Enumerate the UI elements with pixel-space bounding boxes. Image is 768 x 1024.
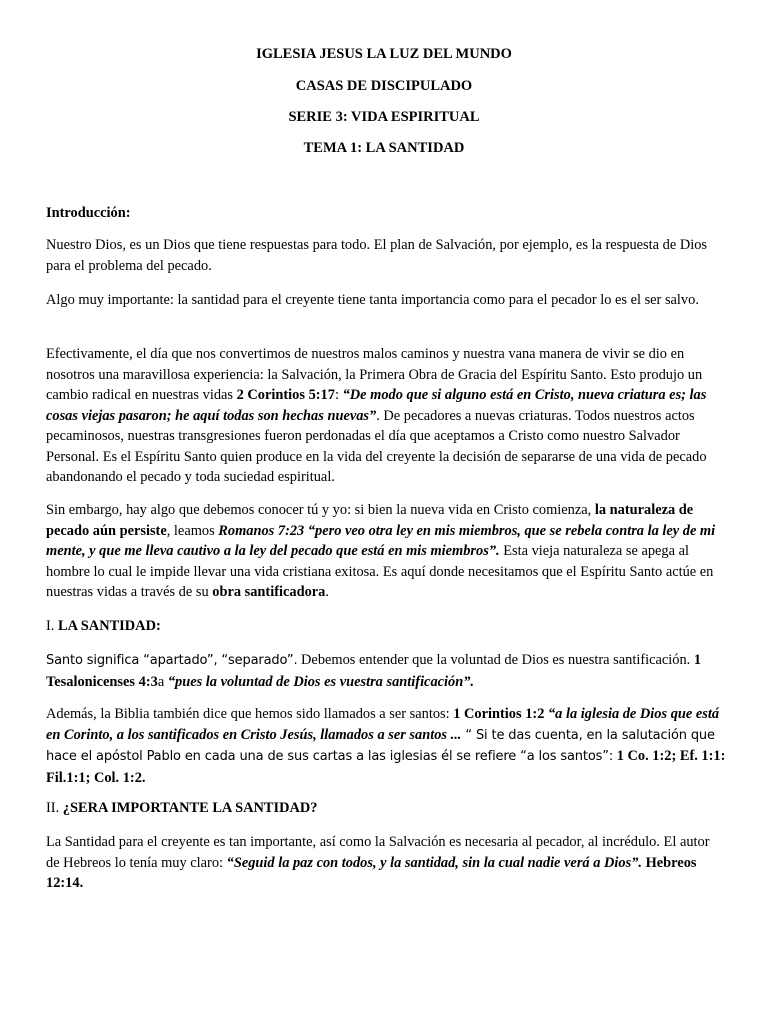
header-church: IGLESIA JESUS LA LUZ DEL MUNDO [256, 46, 512, 62]
header-series-title: CASAS DE DISCIPULADO [295, 78, 473, 94]
p5-reference: 1 Tesalonicenses 4:3 [46, 652, 702, 690]
intro-heading-text: Introducción: [46, 205, 131, 221]
header-series: SERIE 3: VIDA ESPIRITUAL [288, 109, 480, 125]
p4-quote: Romanos 7:23 “pero veo otra ley en mis miembros, que se rebela contra la ley de mi mente, y que me lleva cautivo a la ley del pecado que está en mis miembros”. [46, 522, 716, 559]
paragraph-3 [46, 344, 726, 488]
paragraph-7 [46, 832, 726, 894]
paragraph-2-text: Algo muy importante: la santidad para el creyente tiene tanta importancia como para el pecador lo es el ser salvo. [46, 292, 699, 308]
paragraph-4 [46, 500, 726, 603]
p6-commentary: “ Si te das cuenta, en la salutación que hace el apóstol Pablo en cada una de sus cartas a las iglesias él se refiere “a los santos”: [46, 727, 715, 764]
p3-quote: “De modo que si alguno está en Cristo, nueva criatura es; las cosas viejas pasaron; he aquí todas son hechas nuevas” [46, 387, 707, 424]
p5-definition: Santo significa “apartado”, “separado”. [46, 653, 298, 668]
paragraph-2 [46, 290, 726, 311]
section-1-number: I. [46, 618, 58, 634]
p3-reference: 2 Corintios 5:17 [236, 387, 335, 403]
p5-quote: “pues la voluntad de Dios es vuestra santificación”. [167, 673, 475, 690]
paragraph-1-text: Nuestro Dios, es un Dios que tiene respuestas para todo. El plan de Salvación, por ejemplo, es la respuesta de Dios para el problema del pecado. [46, 237, 708, 274]
p4-text-b: , leamos [166, 522, 219, 539]
paragraph-5 [46, 650, 726, 692]
section-2-number: II. [46, 800, 63, 816]
paragraph-1 [46, 235, 726, 276]
p5-text-a: Debemos entender que la voluntad de Dios es nuestra santificación. [297, 652, 694, 668]
p4-text-a: Sin embargo, hay algo que debemos conocer tú y yo: si bien la nueva vida en Cristo comienza, [46, 502, 595, 518]
section-1-title: LA SANTIDAD: [58, 618, 161, 634]
p3-text-a: Efectivamente, el día que nos convertimos de nuestros malos caminos y nuestra vana manera de vivir se dio en nosotros una maravillosa experiencia: la Salvación, la Primera Obra de Gracia del Espíritu Santo. Esto produjo un cambio radical en nuestras vidas [46, 346, 703, 403]
intro-heading [46, 203, 726, 224]
p3-text-b: . De pecadores a nuevas criaturas. Todos nuestros actos pecaminosos, nuestras transgresiones fueron perdonadas el día que aceptamos a Cristo como nuestro Salvador Personal. Es el Espíritu Santo quien produce en la vida del creyente la decisión de separarse de una vida de pecado abandonando el pecado y toda suciedad espiritual. [46, 407, 707, 485]
p6-references: 1 Co. 1:2; Ef. 1:1: Fil.1:1; Col. 1:2. [46, 748, 726, 786]
section-1-heading [46, 616, 726, 637]
section-2-title: ¿SERA IMPORTANTE LA SANTIDAD? [62, 800, 318, 816]
p6-text-a: Además, la Biblia también dice que hemos sido llamados a ser santos: [46, 706, 454, 722]
p7-quote: “Seguid la paz con todos, y la santidad, sin la cual nadie verá a Dios”. [226, 854, 642, 871]
p6-reference: 1 Corintios 1:2 [453, 706, 545, 722]
paragraph-6 [46, 704, 726, 788]
p7-reference: Hebreos 12:14. [46, 854, 697, 891]
p4-bold: la naturaleza de pecado aún persiste [46, 502, 694, 539]
header-topic: TEMA 1: LA SANTIDAD [303, 140, 465, 156]
section-2-heading [46, 798, 726, 819]
p4-text-c: Esta vieja naturaleza se apega al hombre lo cual le impide llevar una vida cristiana exitosa. Es aquí donde necesitamos que el Espíritu Santo actúe en nuestras vidas a través de su [46, 543, 714, 600]
p4-bold-2: obra santificadora [212, 584, 326, 600]
p7-text-a: La Santidad para el creyente es tan importante, así como la Salvación es necesaria al pecador, al incrédulo. El autor de Hebreos lo tenía muy claro: [46, 834, 710, 871]
p3-colon: : [334, 387, 343, 403]
p5-text-a2: a [157, 673, 168, 690]
p6-quote: “a la iglesia de Dios que está en Corinto, a los santificados en Cristo Jesús, llamados a ser santos ... [46, 706, 720, 743]
p4-text-d: . [325, 584, 329, 600]
